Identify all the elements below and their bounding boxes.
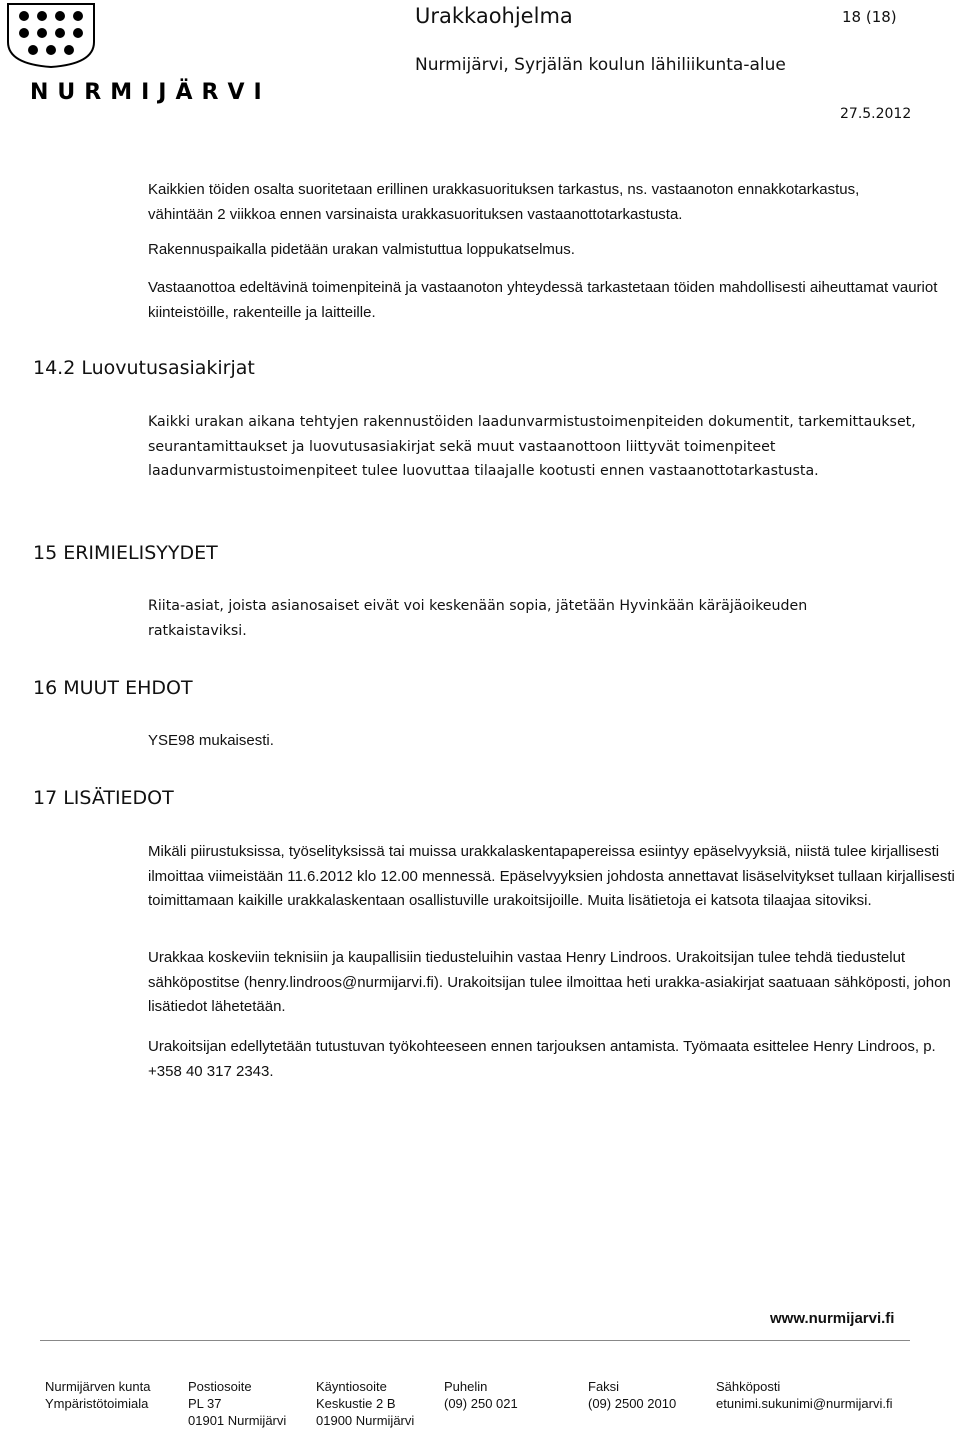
footer-email-address[interactable]: etunimi.sukunimi@nurmijarvi.fi xyxy=(716,1396,893,1411)
footer-fax xyxy=(588,1378,676,1412)
section-14-2-text: Kaikki urakan aikana tehtyjen rakennustöiden laadunvarmistustoimenpiteiden dokumentit, tarkemittaukset, seurantamittaukset ja luovutusasiakirjat sekä muut vastaanottoon liittyvät toimenpiteet laadunvarmistustoimenpiteet tulee luovuttaa tilaajalle kootusti ennen vastaanottotarkastusta. xyxy=(148,414,916,479)
footer-website-link[interactable]: www.nurmijarvi.fi xyxy=(770,1310,895,1327)
footer-org-unit: Ympäristötoimiala xyxy=(45,1396,149,1411)
footer-postal xyxy=(188,1378,286,1429)
footer-postal-city: 01901 Nurmijärvi xyxy=(188,1413,287,1428)
intro-paragraph-2: Rakennuspaikalla pidetään urakan valmistuttua loppukatselmus. xyxy=(148,241,575,258)
coat-of-arms-logo xyxy=(6,2,96,68)
footer-visiting xyxy=(316,1378,414,1429)
section-17-paragraph-1: Mikäli piirustuksissa, työselityksissä tai muissa urakkalaskentapapereissa esiintyy epäselvyyksiä, niistä tulee kirjallisesti ilmoittaa viimeistään 11.6.2012 klo 12.00 mennessä. Epäselvyyksien johdosta annettavat lisäselvitykset tullaan kirjallisesti toimittamaan kaikille urakkalaskentaan osallistuville urakoitsijoille. Muita lisätietoja ei katsota tilaajaa sitoviksi. xyxy=(148,843,955,909)
footer-email xyxy=(716,1378,892,1412)
footer-email-label: Sähköposti xyxy=(716,1379,781,1394)
footer-visiting-street: Keskustie 2 B xyxy=(316,1396,396,1411)
document-date: 27.5.2012 xyxy=(840,106,912,122)
document-subtitle: Nurmijärvi, Syrjälän koulun lähiliikunta-alue xyxy=(415,55,786,75)
footer-postal-box: PL 37 xyxy=(188,1396,222,1411)
logo-wordmark: NURMIJÄRVI xyxy=(30,80,271,105)
footer-visiting-city: 01900 Nurmijärvi xyxy=(316,1413,415,1428)
section-15-heading: 15 ERIMIELISYYDET xyxy=(33,542,218,564)
footer-fax-number: (09) 2500 2010 xyxy=(588,1396,677,1411)
page-number: 18 (18) xyxy=(842,8,897,26)
footer-phone-label: Puhelin xyxy=(444,1379,488,1394)
section-17-heading: 17 LISÄTIEDOT xyxy=(33,787,174,809)
footer-org xyxy=(45,1378,151,1412)
footer-visiting-label: Käyntiosoite xyxy=(316,1379,387,1394)
footer-phone-number: (09) 250 021 xyxy=(444,1396,518,1411)
section-16-heading: 16 MUUT EHDOT xyxy=(33,677,193,699)
section-16-text: YSE98 mukaisesti. xyxy=(148,732,274,749)
footer-postal-label: Postiosoite xyxy=(188,1379,252,1394)
document-title: Urakkaohjelma xyxy=(415,4,573,28)
intro-paragraph-1: Kaikkien töiden osalta suoritetaan erillinen urakkasuorituksen tarkastus, ns. vastaanoton ennakkotarkastus, vähintään 2 viikkoa ennen varsinaista urakkasuorituksen vastaanottotarkastusta. xyxy=(148,181,860,223)
section-15-text: Riita-asiat, joista asianosaiset eivät voi keskenään sopia, jätetään Hyvinkään käräjäoikeuden ratkaistaviksi. xyxy=(148,598,808,639)
footer-fax-label: Faksi xyxy=(588,1379,620,1394)
section-14-2-heading: 14.2 Luovutusasiakirjat xyxy=(33,357,255,379)
section-17-paragraph-2: Urakkaa koskeviin teknisiin ja kaupallisiin tiedusteluihin vastaa Henry Lindroos. Urakoitsijan tulee tehdä tiedustelut sähköpostitse (henry.lindroos@nurmijarvi.fi). Urakoitsijan tulee ilmoittaa heti urakka-asiakirjat saatuaan sähköposti, johon lisätiedot lähetetään. xyxy=(148,949,951,1015)
footer-phone xyxy=(444,1378,518,1412)
intro-paragraph-3: Vastaanottoa edeltävinä toimenpiteinä ja vastaanoton yhteydessä tarkastetaan töiden mahdollisesti aiheuttamat vauriot kiinteistöille, rakenteille ja laitteille. xyxy=(148,279,938,321)
footer-divider xyxy=(40,1340,910,1341)
footer-org-name: Nurmijärven kunta xyxy=(45,1379,151,1394)
section-17-paragraph-3: Urakoitsijan edellytetään tutustuvan työkohteeseen ennen tarjouksen antamista. Työmaata esittelee Henry Lindroos, p. +358 40 317 2343. xyxy=(148,1038,936,1080)
